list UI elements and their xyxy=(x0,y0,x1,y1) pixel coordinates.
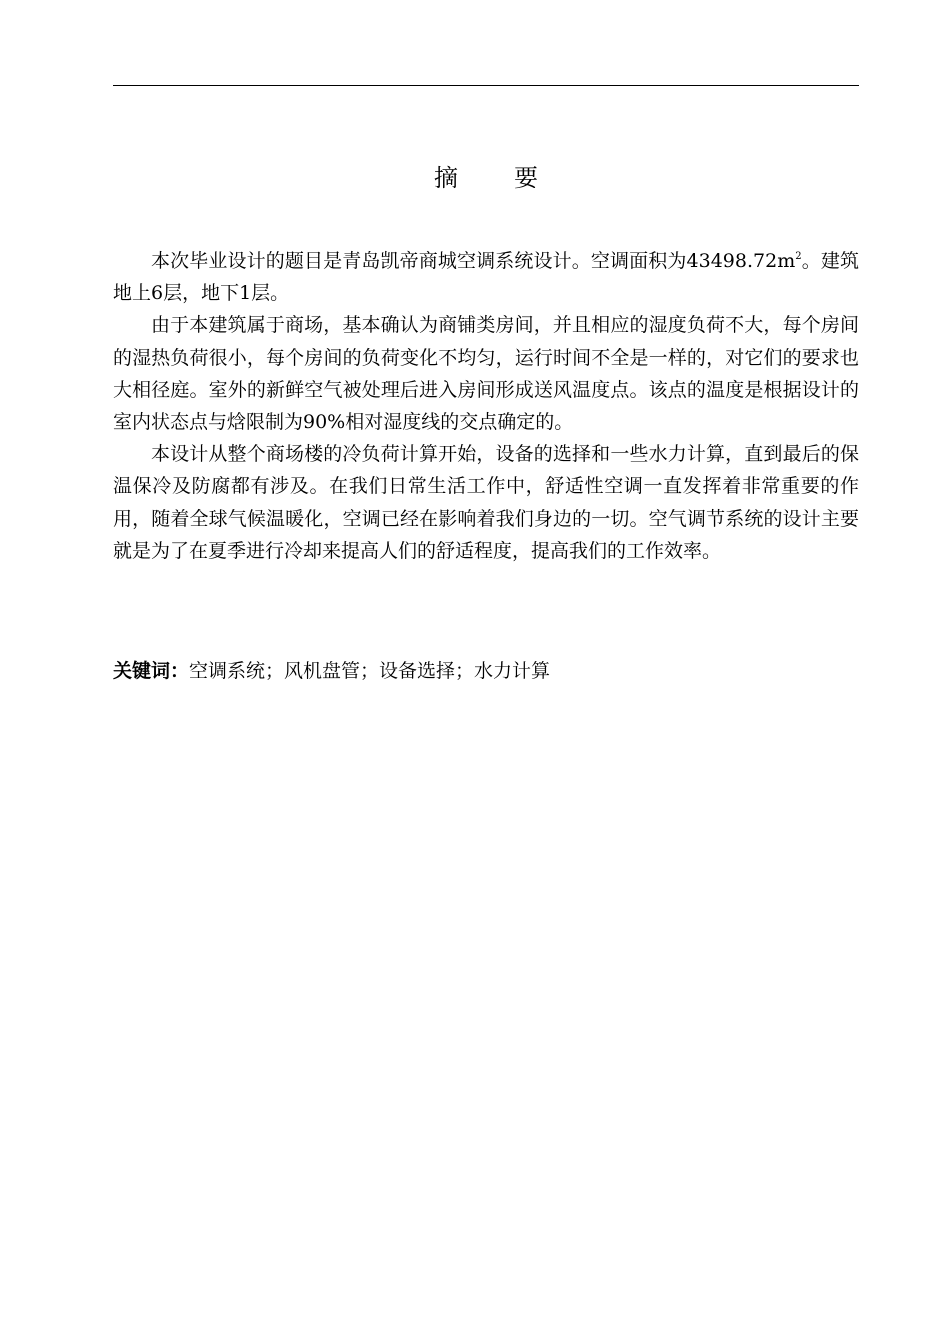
abstract-title xyxy=(113,160,859,196)
paragraph-3: 本设计从整个商场楼的冷负荷计算开始，设备的选择和一些水力计算，直到最后的保温保冷及防腐都有涉及。在我们日常生活工作中，舒适性空调一直发挥着非常重要的作用，随着全球气候温暖化，空调已经在影响着我们身边的一切。空气调节系统的设计主要就是为了在夏季进行冷却来提高人们的舒适程度，提高我们的工作效率。 xyxy=(113,443,859,562)
header-rule xyxy=(113,85,859,86)
paragraph-2: 由于本建筑属于商场，基本确认为商铺类房间，并且相应的湿度负荷不大，每个房间的湿热负荷很小，每个房间的负荷变化不均匀，运行时间不全是一样的，对它们的要求也大相径庭。室外的新鲜空气被处理后进入房间形成送风温度点。该点的温度是根据设计的室内状态点与焓限制为90%相对湿度线的交点确定的。 xyxy=(113,314,859,434)
keywords-label: 关键词： xyxy=(113,660,190,682)
paragraph-1 xyxy=(113,245,859,309)
area-superscript: 2 xyxy=(795,251,802,262)
title-char-1: 摘 xyxy=(434,164,458,192)
keywords-line xyxy=(113,655,859,687)
abstract-body xyxy=(113,245,859,567)
paragraph-1-main: 本次毕业设计的题目是青岛凯帝商城空调系统设计。空调面积为43498.72m xyxy=(151,250,796,272)
title-char-2: 要 xyxy=(514,164,538,192)
paragraph-1-tail: 。建筑地上6层，地下1层。 xyxy=(113,250,859,305)
keywords-text: 空调系统；风机盘管；设备选择；水力计算 xyxy=(189,660,551,682)
